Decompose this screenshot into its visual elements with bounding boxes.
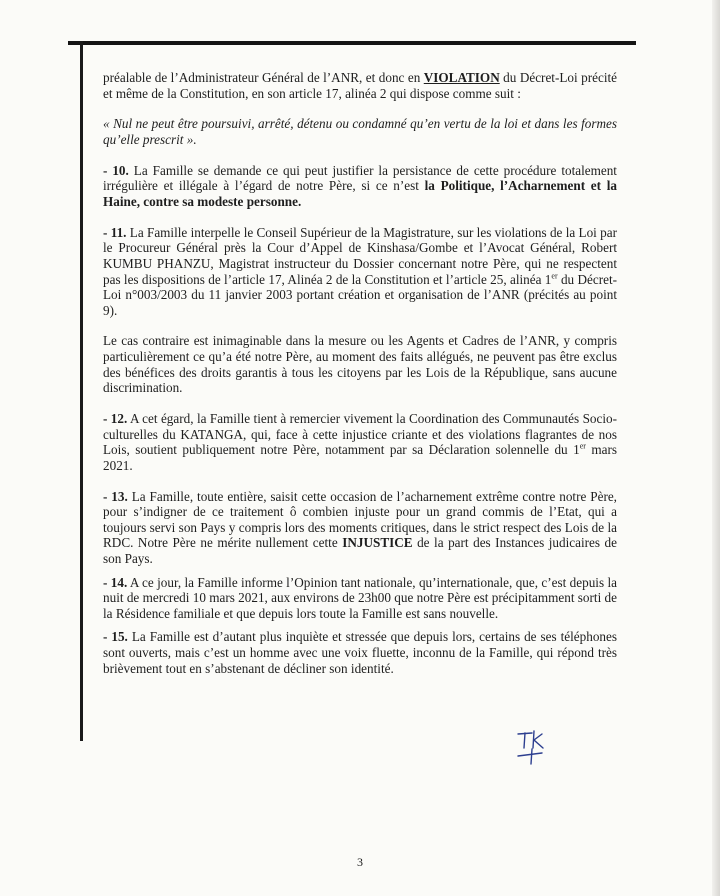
constitution-quote: « Nul ne peut être poursuivi, arrêté, détenu ou condamné qu’en vertu de la loi et dans les formes qu’elle prescrit ». <box>103 116 617 147</box>
bold-phrase: la Politique, l’Acharnement et la Haine, contre sa modeste personne <box>103 178 618 209</box>
paragraph-11: - 11. La Famille interpelle le Conseil Supérieur de la Magistrature, sur les violations de la Loi par le Procureur Général près la Cour d’Appel de Kinshasa/Gombe et l’Avocat Général, Robert KUMBU PHANZU, Magistrat instructeur du Dossier concernant notre Père, qui ne respectent pas les dispositions de l’article 17, Alinéa 2 de la Constitution et l’article 25, alinéa 1er du Décret-Loi n°003/2003 du 11 janvier 2003 portant création et organisation de l’ANR (précités au point 9). <box>103 224 618 318</box>
document-body <box>103 70 617 676</box>
bold-phrase: INJUSTICE <box>342 535 413 551</box>
paragraph-number: - 15. <box>103 629 128 645</box>
paragraph-continuation: préalable de l’Administrateur Général de l’ANR, et donc en VIOLATION du Décret-Loi précité et même de la Constitution, en son article 17, alinéa 2 qui dispose comme suit : <box>103 70 617 101</box>
paragraph-10: - 10. La Famille se demande ce qui peut justifier la persistance de cette procédure totalement irrégulière et illégale à l’égard de notre Père, si ce n’est la Politique, l’Acharnement et la Haine, contre sa modeste personne. <box>103 162 618 209</box>
paragraph-12: - 12. A cet égard, la Famille tient à remercier vivement la Coordination des Communautés Socio-culturelles du KATANGA, qui, face à cette injustice criante et des violations flagrantes de nos Lois, soutient publiquement notre Père, notamment par sa Déclaration solennelle du 1er mars 2021. <box>103 411 617 473</box>
violation-emphasis: VIOLATION <box>423 70 500 85</box>
paragraph-number: - 14. <box>103 574 128 590</box>
paragraph-15: - 15. La Famille est d’autant plus inquiète et stressée que depuis lors, certains de ses téléphones sont ouverts, mais c’est un homme avec une voix fluette, inconnu de la Famille, qui répond très brièvement tout en s’abstenant de décliner son identité. <box>103 629 617 676</box>
paragraph-14: - 14. A ce jour, la Famille informe l’Opinion tant nationale, qu’internationale, que, c’est depuis la nuit de mercredi 10 mars 2021, aux environs de 23h00 que notre Père est précipitamment sorti de la Résidence familiale et que depuis lors toute la Famille est sans nouvelle. <box>103 574 617 621</box>
paragraph-number: - 10. <box>103 162 129 178</box>
left-border-rule <box>80 41 83 741</box>
page-edge-shadow <box>712 0 720 896</box>
paragraph-number: - 11. <box>103 224 127 240</box>
paragraph-11-followup: Le cas contraire est inimaginable dans la mesure ou les Agents et Cadres de l’ANR, y compris particulièrement ce qu’a été notre Père, au moment des faits allégués, ne peuvent pas être exclus des bénéfices des droits garantis à tous les citoyens par les Lois de la République, sans aucune discrimination. <box>103 333 617 396</box>
handwritten-initials-signature <box>512 728 552 768</box>
paragraph-number: - 12. <box>103 411 128 427</box>
paragraph-number: - 13. <box>103 488 128 504</box>
page-number: 3 <box>357 855 363 869</box>
top-border-rule <box>68 41 636 45</box>
paragraph-13: - 13. La Famille, toute entière, saisit cette occasion de l’acharnement extrême contre notre Père, pour s’indigner de ce traitement ô combien injuste pour un grand commis de l’Etat, qui a toujours servi son Pays y compris lors des moments critiques, dans le strict respect des Lois de la RDC. Notre Père ne mérite nullement cette INJUSTICE de la part des Instances judicaires de son Pays. <box>103 488 617 566</box>
